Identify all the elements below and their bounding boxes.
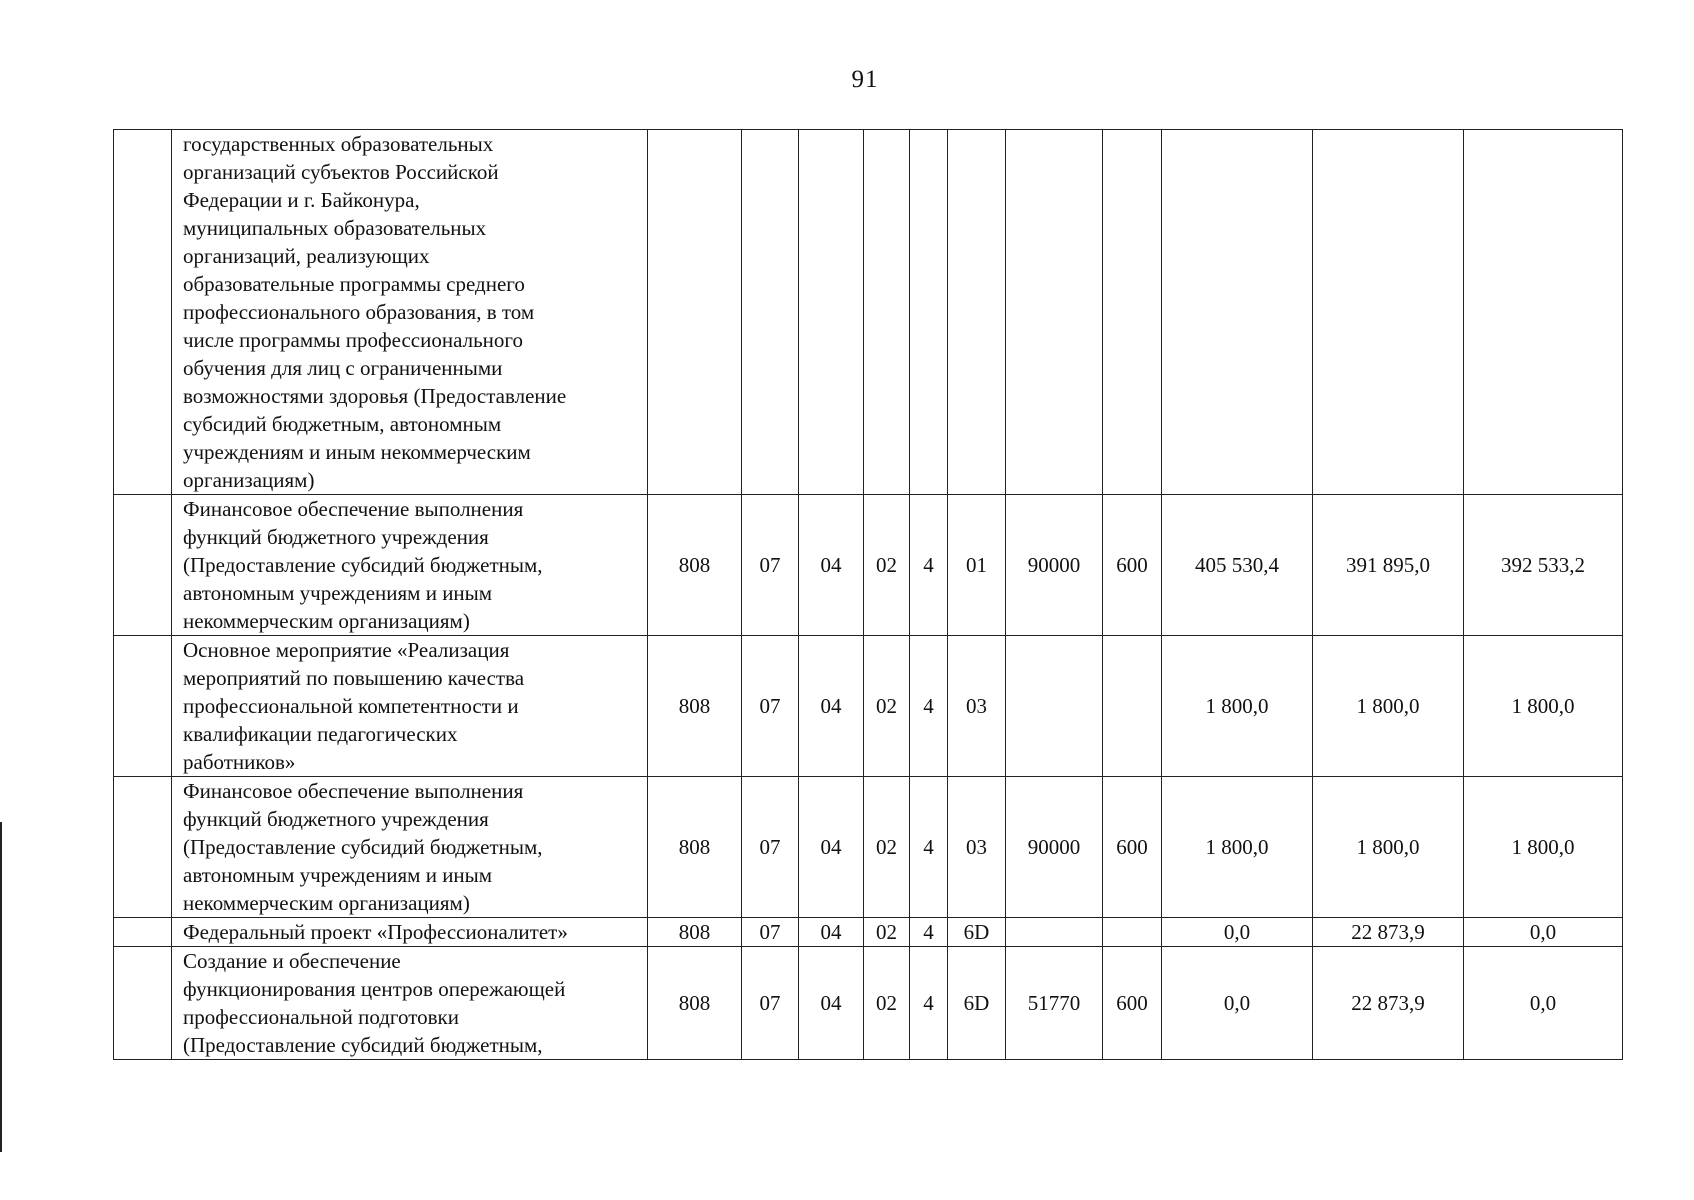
- event-code-cell: 03: [948, 777, 1006, 918]
- table-row: [114, 777, 1623, 918]
- description-line: Финансовое обеспечение выполнения: [183, 779, 524, 803]
- event-code-cell: 6D: [948, 947, 1006, 1060]
- program-code-cell: 02: [864, 495, 910, 636]
- type-code-cell: 4: [910, 495, 948, 636]
- description-line: работников»: [183, 750, 296, 774]
- description-line: некоммерческим организациям): [183, 891, 470, 915]
- kvsr-code-cell: 808: [648, 777, 742, 918]
- program-code-cell: 02: [864, 636, 910, 777]
- amount-year-2-cell: 22 873,9: [1313, 947, 1464, 1060]
- table-row: [114, 918, 1623, 947]
- amount-year-2-cell: 1 800,0: [1313, 636, 1464, 777]
- type-code-cell: 4: [910, 636, 948, 777]
- amount-year-3-cell: 0,0: [1464, 947, 1623, 1060]
- row-number-cell: [114, 777, 172, 918]
- description-line: образовательные программы среднего: [183, 272, 525, 296]
- description-line: Финансовое обеспечение выполнения: [183, 497, 524, 521]
- description-line: (Предоставление субсидий бюджетным,: [183, 1033, 543, 1057]
- amount-year-1-cell: 1 800,0: [1162, 777, 1313, 918]
- section-code-cell: 07: [742, 918, 799, 947]
- description-line: возможностями здоровья (Предоставление: [183, 384, 567, 408]
- event-code-cell: 03: [948, 636, 1006, 777]
- description-line: автономным учреждениям и иным: [183, 863, 493, 887]
- row-number-cell: [114, 130, 172, 495]
- description-line: автономным учреждениям и иным: [183, 581, 493, 605]
- type-code-cell: [910, 130, 948, 495]
- description-line: Федеральный проект «Профессионалитет»: [183, 920, 568, 944]
- table-row: [114, 130, 1623, 495]
- description-cell: [172, 495, 648, 636]
- description-cell: [172, 777, 648, 918]
- expense-type-code-cell: [1103, 636, 1162, 777]
- direction-code-cell: [1006, 918, 1103, 947]
- description-line: профессионального образования, в том: [183, 300, 535, 324]
- direction-code-cell: 90000: [1006, 777, 1103, 918]
- direction-code-cell: [1006, 130, 1103, 495]
- description-line: муниципальных образовательных: [183, 216, 487, 240]
- amount-year-3-cell: [1464, 130, 1623, 495]
- description-line: некоммерческим организациям): [183, 609, 470, 633]
- description-line: субсидий бюджетным, автономным: [183, 412, 502, 436]
- expense-type-code-cell: 600: [1103, 777, 1162, 918]
- row-number-cell: [114, 947, 172, 1060]
- row-number-cell: [114, 495, 172, 636]
- description-line: функционирования центров опережающей: [183, 977, 566, 1001]
- description-line: (Предоставление субсидий бюджетным,: [183, 553, 543, 577]
- amount-year-3-cell: 1 800,0: [1464, 636, 1623, 777]
- kvsr-code-cell: 808: [648, 636, 742, 777]
- amount-year-3-cell: 1 800,0: [1464, 777, 1623, 918]
- amount-year-1-cell: 1 800,0: [1162, 636, 1313, 777]
- section-code-cell: 07: [742, 636, 799, 777]
- description-line: Создание и обеспечение: [183, 949, 401, 973]
- amount-year-1-cell: 405 530,4: [1162, 495, 1313, 636]
- type-code-cell: 4: [910, 777, 948, 918]
- description-cell: [172, 918, 648, 947]
- budget-table: [113, 129, 1623, 1060]
- row-number-cell: [114, 918, 172, 947]
- expense-type-code-cell: 600: [1103, 947, 1162, 1060]
- row-number-cell: [114, 636, 172, 777]
- kvsr-code-cell: 808: [648, 495, 742, 636]
- expense-type-code-cell: [1103, 918, 1162, 947]
- subsection-code-cell: 04: [799, 777, 864, 918]
- amount-year-2-cell: [1313, 130, 1464, 495]
- amount-year-3-cell: 392 533,2: [1464, 495, 1623, 636]
- amount-year-2-cell: 1 800,0: [1313, 777, 1464, 918]
- description-line: организаций, реализующих: [183, 244, 430, 268]
- table-row: [114, 947, 1623, 1060]
- description-line: профессиональной компетентности и: [183, 694, 519, 718]
- section-code-cell: 07: [742, 777, 799, 918]
- section-code-cell: 07: [742, 947, 799, 1060]
- description-line: организаций субъектов Российской: [183, 160, 499, 184]
- description-line: обучения для лиц с ограниченными: [183, 356, 503, 380]
- table-row: [114, 495, 1623, 636]
- amount-year-1-cell: 0,0: [1162, 918, 1313, 947]
- description-line: (Предоставление субсидий бюджетным,: [183, 835, 543, 859]
- kvsr-code-cell: 808: [648, 918, 742, 947]
- type-code-cell: 4: [910, 947, 948, 1060]
- description-cell: [172, 130, 648, 495]
- description-line: Основное мероприятие «Реализация: [183, 638, 510, 662]
- subsection-code-cell: 04: [799, 947, 864, 1060]
- kvsr-code-cell: 808: [648, 947, 742, 1060]
- event-code-cell: 01: [948, 495, 1006, 636]
- program-code-cell: [864, 130, 910, 495]
- subsection-code-cell: 04: [799, 495, 864, 636]
- direction-code-cell: 51770: [1006, 947, 1103, 1060]
- subsection-code-cell: [799, 130, 864, 495]
- program-code-cell: 02: [864, 777, 910, 918]
- table-row: [114, 636, 1623, 777]
- description-cell: [172, 947, 648, 1060]
- kvsr-code-cell: [648, 130, 742, 495]
- description-line: государственных образовательных: [183, 132, 494, 156]
- section-code-cell: 07: [742, 495, 799, 636]
- amount-year-1-cell: 0,0: [1162, 947, 1313, 1060]
- event-code-cell: 6D: [948, 918, 1006, 947]
- program-code-cell: 02: [864, 918, 910, 947]
- amount-year-1-cell: [1162, 130, 1313, 495]
- direction-code-cell: 90000: [1006, 495, 1103, 636]
- description-line: Федерации и г. Байконура,: [183, 188, 420, 212]
- description-line: мероприятий по повышению качества: [183, 666, 525, 690]
- description-line: функций бюджетного учреждения: [183, 807, 489, 831]
- description-line: функций бюджетного учреждения: [183, 525, 489, 549]
- direction-code-cell: [1006, 636, 1103, 777]
- amount-year-2-cell: 22 873,9: [1313, 918, 1464, 947]
- scan-margin-line: [0, 822, 2, 1152]
- expense-type-code-cell: [1103, 130, 1162, 495]
- amount-year-3-cell: 0,0: [1464, 918, 1623, 947]
- description-line: квалификации педагогических: [183, 722, 458, 746]
- description-cell: [172, 636, 648, 777]
- subsection-code-cell: 04: [799, 918, 864, 947]
- description-line: профессиональной подготовки: [183, 1005, 459, 1029]
- type-code-cell: 4: [910, 918, 948, 947]
- page-number: 91: [851, 66, 879, 93]
- event-code-cell: [948, 130, 1006, 495]
- subsection-code-cell: 04: [799, 636, 864, 777]
- description-line: учреждениям и иным некоммерческим: [183, 440, 531, 464]
- amount-year-2-cell: 391 895,0: [1313, 495, 1464, 636]
- description-line: числе программы профессионального: [183, 328, 523, 352]
- section-code-cell: [742, 130, 799, 495]
- expense-type-code-cell: 600: [1103, 495, 1162, 636]
- description-line: организациям): [183, 468, 315, 492]
- program-code-cell: 02: [864, 947, 910, 1060]
